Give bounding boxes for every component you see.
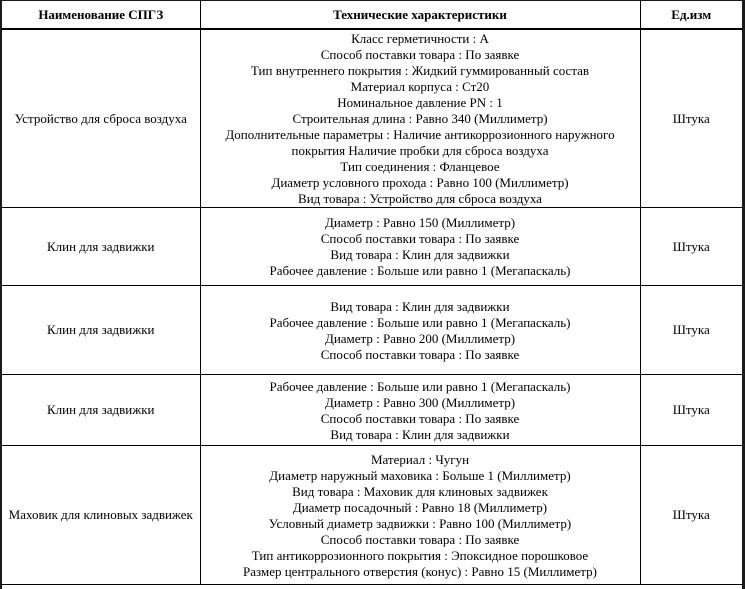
spec-line: Диаметр : Равно 300 (Миллиметр) bbox=[324, 394, 516, 410]
table-row bbox=[2, 375, 742, 446]
item-name: Клин для задвижки bbox=[2, 208, 200, 286]
table-row bbox=[2, 208, 742, 286]
spec-line: Вид товара : Клин для задвижки bbox=[330, 247, 510, 262]
table-row bbox=[2, 446, 742, 585]
spec-line: Размер центрального отверстия (конус) : Равно 15 (Миллиметр) bbox=[243, 563, 597, 579]
spec-line: Дополнительные параметры : Наличие антикоррозионного наружного покрытия Наличие пробки для сброса воздуха bbox=[225, 127, 615, 158]
spec-line: Класс герметичности : А bbox=[351, 31, 489, 46]
item-name: Клин для задвижки bbox=[2, 375, 200, 446]
spec-line: Диаметр наружный маховика : Больше 1 (Миллиметр) bbox=[269, 467, 571, 483]
header-specs: Технические характеристики bbox=[200, 1, 640, 29]
spec-line: Рабочее давление : Больше или равно 1 (Мегапаскаль) bbox=[269, 263, 571, 278]
item-unit: Штука bbox=[640, 208, 742, 286]
spec-line: Способ поставки товара : По заявке bbox=[320, 531, 520, 547]
table-row bbox=[2, 286, 742, 375]
spec-line: Тип антикоррозионного покрытия : Эпоксидное порошковое bbox=[251, 547, 589, 563]
item-name: Маховик для клиновых задвижек bbox=[2, 446, 200, 585]
spec-line: Материал : Чугун bbox=[370, 451, 470, 467]
spec-table bbox=[2, 1, 742, 585]
header-name: Наименование СПГЗ bbox=[2, 1, 200, 29]
spec-line: Диаметр условного прохода : Равно 100 (Миллиметр) bbox=[271, 175, 569, 190]
spec-line: Способ поставки товара : По заявке bbox=[320, 346, 520, 362]
item-unit: Штука bbox=[640, 375, 742, 446]
item-specs bbox=[200, 375, 640, 446]
spec-line: Тип соединения : Фланцевое bbox=[340, 159, 500, 174]
item-unit: Штука bbox=[640, 286, 742, 375]
spec-line: Вид товара : Клин для задвижки bbox=[330, 298, 510, 314]
item-name: Клин для задвижки bbox=[2, 286, 200, 375]
item-unit: Штука bbox=[640, 446, 742, 585]
spec-line: Способ поставки товара : По заявке bbox=[320, 47, 520, 62]
spec-line: Диаметр посадочный : Равно 18 (Миллиметр) bbox=[292, 499, 548, 515]
spec-line: Способ поставки товара : По заявке bbox=[320, 410, 520, 426]
header-unit: Ед.изм bbox=[640, 1, 742, 29]
spec-line: Рабочее давление : Больше или равно 1 (Мегапаскаль) bbox=[269, 314, 571, 330]
item-specs bbox=[200, 446, 640, 585]
spec-line: Условный диаметр задвижки : Равно 100 (Миллиметр) bbox=[268, 515, 572, 531]
spec-line: Номинальное давление PN : 1 bbox=[337, 95, 503, 110]
spec-line: Рабочее давление : Больше или равно 1 (Мегапаскаль) bbox=[269, 378, 571, 394]
spec-line: Диаметр : Равно 150 (Миллиметр) bbox=[324, 215, 516, 230]
spec-line: Материал корпуса : Ст20 bbox=[350, 79, 490, 94]
item-name: Устройство для сброса воздуха bbox=[2, 29, 200, 208]
spec-line: Вид товара : Клин для задвижки bbox=[330, 426, 510, 442]
spec-line: Строительная длина : Равно 340 (Миллиметр) bbox=[292, 111, 548, 126]
item-specs bbox=[200, 208, 640, 286]
item-unit: Штука bbox=[640, 29, 742, 208]
item-specs bbox=[200, 286, 640, 375]
spec-line: Способ поставки товара : По заявке bbox=[320, 231, 520, 246]
spec-line: Вид товара : Устройство для сброса воздуха bbox=[298, 191, 542, 206]
table-row bbox=[2, 29, 742, 208]
table-header-row bbox=[2, 1, 742, 29]
item-specs bbox=[200, 29, 640, 208]
spec-line: Диаметр : Равно 200 (Миллиметр) bbox=[324, 330, 516, 346]
spec-line: Тип внутреннего покрытия : Жидкий гуммированный состав bbox=[250, 63, 590, 78]
spec-line: Вид товара : Маховик для клиновых задвижек bbox=[292, 483, 548, 499]
